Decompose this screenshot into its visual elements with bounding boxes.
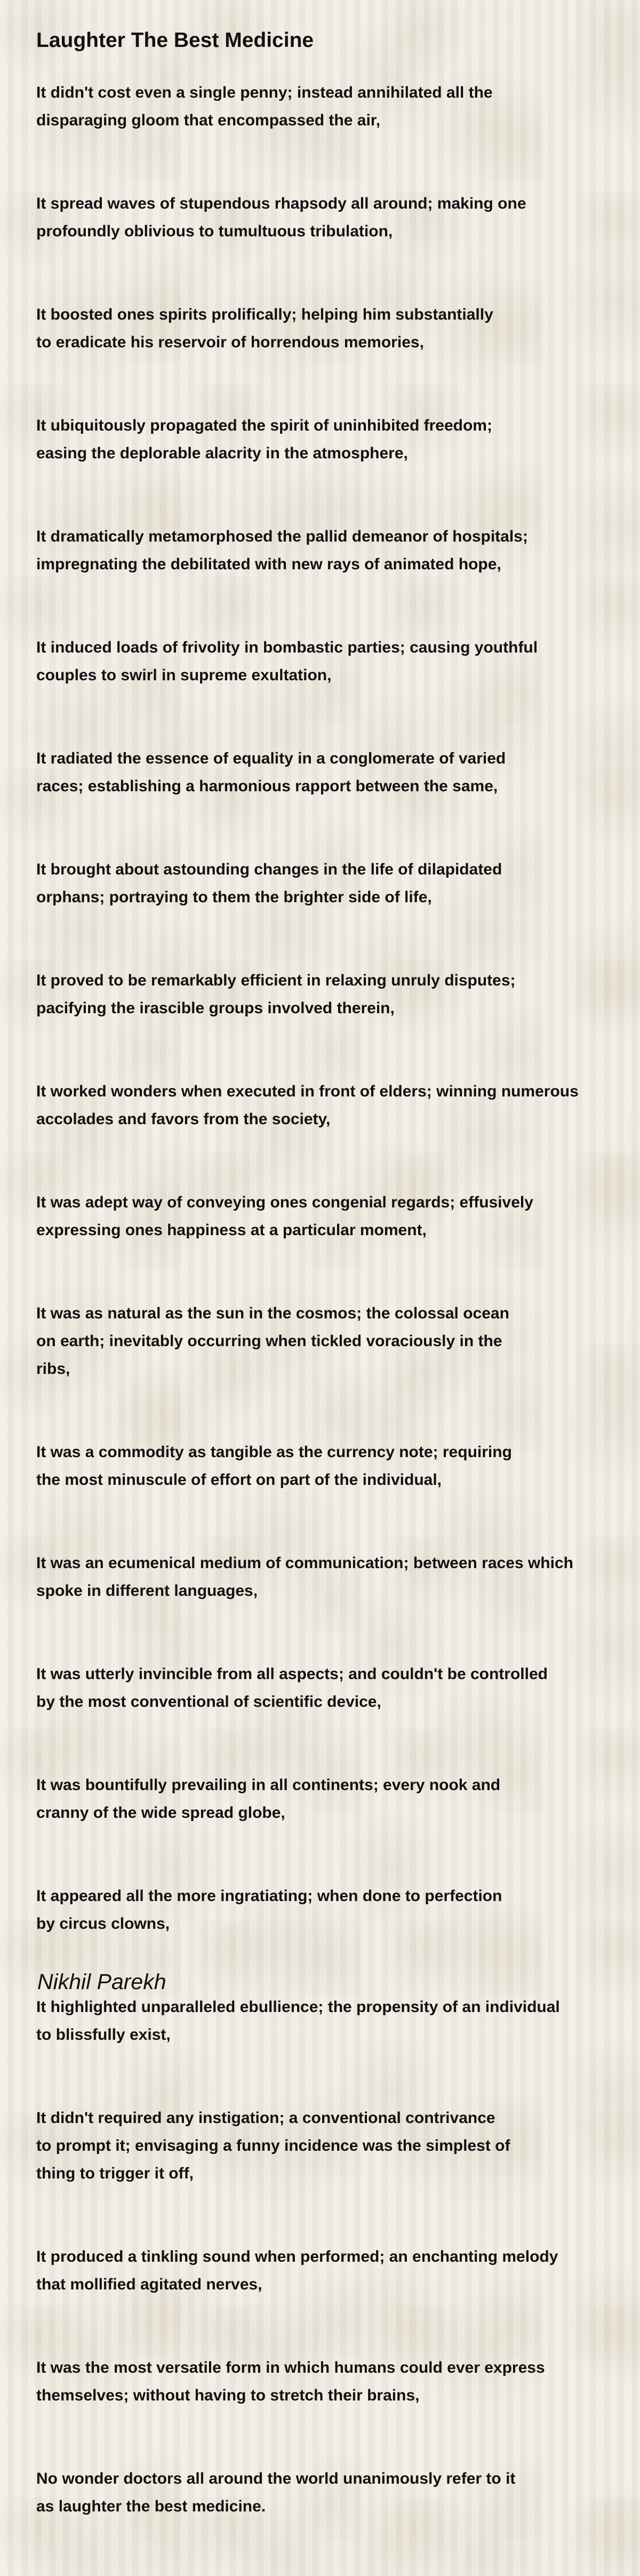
stanza bbox=[36, 190, 634, 245]
poem-line: No wonder doctors all around the world unanimously refer to it bbox=[36, 2470, 516, 2487]
poem-line: It was utterly invincible from all aspects; and couldn't be controlled bbox=[36, 1665, 548, 1683]
poem-line: to blissfully exist, bbox=[36, 2026, 171, 2044]
stanza bbox=[36, 412, 634, 467]
stanza bbox=[36, 79, 634, 134]
poem-line: that mollified agitated nerves, bbox=[36, 2276, 262, 2293]
stanza bbox=[36, 634, 634, 689]
poem-line: It highlighted unparalleled ebullience; the propensity of an individual bbox=[36, 1998, 560, 2016]
poem-line: ribs, bbox=[36, 1360, 70, 1378]
poem-line: It was the most versatile form in which humans could ever express bbox=[36, 2359, 545, 2376]
stanza bbox=[36, 2243, 634, 2299]
poem-line: profoundly oblivious to tumultuous tribulation, bbox=[36, 222, 393, 240]
poem-line: impregnating the debilitated with new rays of animated hope, bbox=[36, 555, 501, 573]
poem-line: accolades and favors from the society, bbox=[36, 1110, 331, 1128]
poem-line: It induced loads of frivolity in bombastic parties; causing youthful bbox=[36, 639, 538, 656]
poem-line: It ubiquitously propagated the spirit of uninhibited freedom; bbox=[36, 417, 492, 434]
poem-title: Laughter The Best Medicine bbox=[36, 29, 314, 52]
stanza bbox=[36, 1189, 634, 1244]
poem-line: themselves; without having to stretch their brains, bbox=[36, 2387, 420, 2404]
stanza bbox=[36, 2354, 634, 2410]
poem-line: to eradicate his reservoir of horrendous memories, bbox=[36, 333, 424, 351]
poem-line: expressing ones happiness at a particular moment, bbox=[36, 1221, 427, 1239]
poem-line: It boosted ones spirits prolifically; helping him substantially bbox=[36, 306, 493, 323]
poem-line: easing the deplorable alacrity in the atmosphere, bbox=[36, 444, 408, 462]
poem-line: It didn't required any instigation; a conventional contrivance bbox=[36, 2109, 495, 2127]
poem-line: disparaging gloom that encompassed the air, bbox=[36, 112, 381, 129]
poem-line: by the most conventional of scientific device, bbox=[36, 1693, 381, 1711]
poem-line: It dramatically metamorphosed the pallid demeanor of hospitals; bbox=[36, 528, 528, 545]
poem-line: It produced a tinkling sound when performed; an enchanting melody bbox=[36, 2248, 558, 2265]
stanza bbox=[36, 1438, 634, 1494]
stanza bbox=[36, 745, 634, 800]
poem-line: cranny of the wide spread globe, bbox=[36, 1804, 285, 1822]
poem-line: to prompt it; envisaging a funny incidence was the simplest of bbox=[36, 2137, 510, 2154]
poem-body bbox=[36, 79, 634, 2576]
stanza bbox=[36, 2465, 634, 2521]
poem-line: It worked wonders when executed in front of elders; winning numerous bbox=[36, 1083, 579, 1100]
poem-line: by circus clowns, bbox=[36, 1915, 170, 1933]
poem-author: Nikhil Parekh bbox=[37, 1969, 166, 1994]
poem-line: It was a commodity as tangible as the currency note; requiring bbox=[36, 1443, 512, 1461]
poem-line: It radiated the essence of equality in a conglomerate of varied bbox=[36, 750, 506, 767]
poem-line: It was as natural as the sun in the cosmos; the colossal ocean bbox=[36, 1305, 509, 1322]
poem-line: orphans; portraying to them the brighter side of life, bbox=[36, 888, 432, 906]
poem-line: It appeared all the more ingratiating; when done to perfection bbox=[36, 1887, 502, 1905]
poem-line: on earth; inevitably occurring when tickled voraciously in the bbox=[36, 1332, 502, 1350]
poem-line: races; establishing a harmonious rapport between the same, bbox=[36, 777, 498, 795]
stanza bbox=[36, 1078, 634, 1133]
stanza bbox=[36, 1993, 634, 2049]
stanza bbox=[36, 2104, 634, 2188]
stanza bbox=[36, 301, 634, 356]
poem-line: thing to trigger it off, bbox=[36, 2165, 194, 2182]
poem-line: It was bountifully prevailing in all continents; every nook and bbox=[36, 1776, 501, 1794]
poem-line: It was adept way of conveying ones congenial regards; effusively bbox=[36, 1194, 533, 1211]
stanza bbox=[36, 1300, 634, 1383]
stanza bbox=[36, 1882, 634, 1938]
poem-line: couples to swirl in supreme exultation, bbox=[36, 666, 332, 684]
poem-line: It proved to be remarkably efficient in relaxing unruly disputes; bbox=[36, 972, 516, 989]
poem-line: It was an ecumenical medium of communication; between races which bbox=[36, 1554, 573, 1572]
stanza bbox=[36, 1660, 634, 1716]
poem-line: pacifying the irascible groups involved therein, bbox=[36, 999, 395, 1017]
stanza bbox=[36, 523, 634, 578]
stanza bbox=[36, 1771, 634, 1827]
poem-line: spoke in different languages, bbox=[36, 1582, 258, 1600]
poem-line: as laughter the best medicine. bbox=[36, 2498, 266, 2515]
stanza bbox=[36, 856, 634, 911]
poem-line: It didn't cost even a single penny; instead annihilated all the bbox=[36, 84, 493, 101]
stanza bbox=[36, 967, 634, 1022]
poem-line: It spread waves of stupendous rhapsody all around; making one bbox=[36, 195, 526, 212]
stanza bbox=[36, 1549, 634, 1605]
poem-line: the most minuscule of effort on part of the individual, bbox=[36, 1471, 442, 1489]
poem-line: It brought about astounding changes in the life of dilapidated bbox=[36, 861, 502, 878]
